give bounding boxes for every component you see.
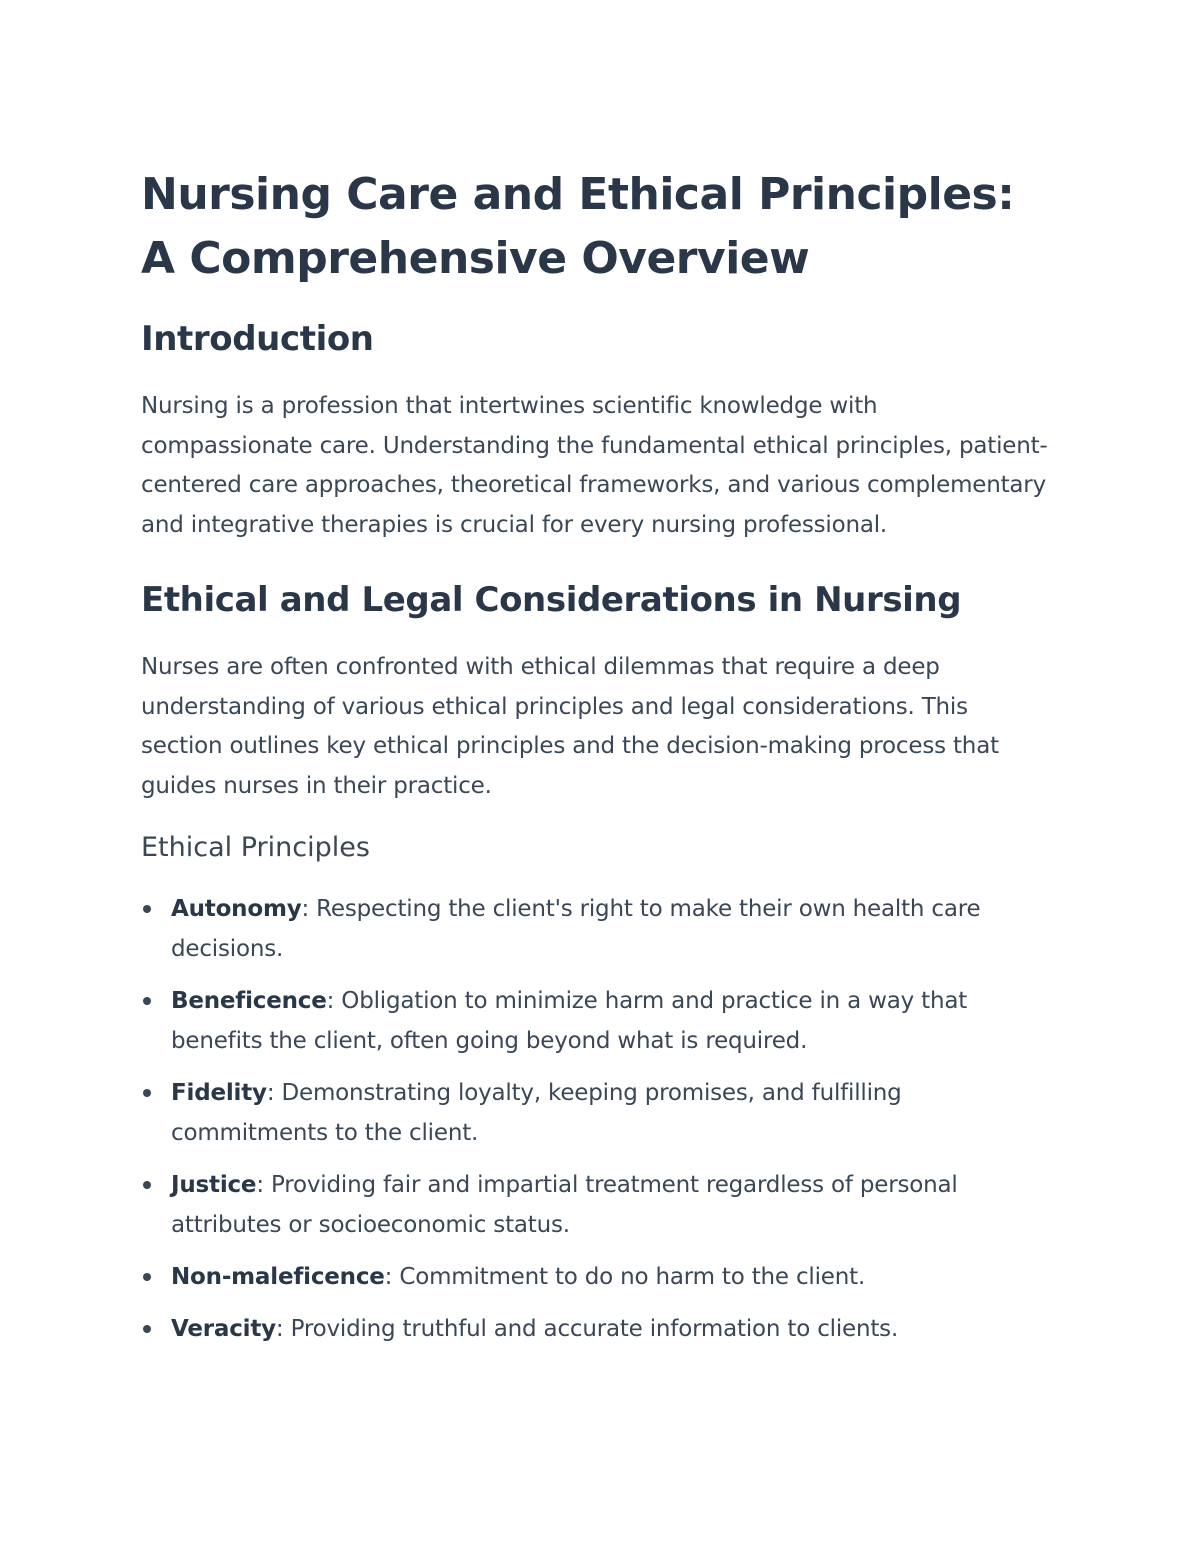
list-item	[141, 1073, 1051, 1153]
principle-description: : Providing fair and impartial treatment regardless of personal attributes or socioeconomic status.	[171, 1172, 958, 1238]
principle-description: : Obligation to minimize harm and practice in a way that benefits the client, often going beyond what is required.	[171, 988, 968, 1054]
principle-term: Justice	[171, 1172, 257, 1198]
list-item	[141, 1165, 1051, 1245]
introduction-paragraph: Nursing is a profession that intertwines scientific knowledge with compassionate care. Understanding the fundamental ethical principles, patient-centered care approaches, theoretical frameworks, and various complementary and integrative therapies is crucial for every nursing professional.	[141, 393, 1048, 538]
bullet-icon	[143, 1325, 151, 1333]
ethical-principles-list	[141, 889, 1051, 1349]
list-item	[141, 1257, 1051, 1297]
introduction-heading: Introduction	[141, 319, 374, 359]
principle-term: Beneficence	[171, 988, 327, 1014]
principle-term: Autonomy	[171, 896, 302, 922]
list-item	[141, 1309, 1051, 1349]
bullet-icon	[143, 1181, 151, 1189]
document-page	[141, 163, 1051, 1361]
bullet-icon	[143, 1273, 151, 1281]
ethical-legal-heading: Ethical and Legal Considerations in Nursing	[141, 580, 962, 620]
principle-description: : Commitment to do no harm to the client.	[384, 1264, 866, 1290]
principle-term: Veracity	[171, 1316, 276, 1342]
principle-description: : Respecting the client's right to make their own health care decisions.	[171, 896, 981, 962]
principle-term: Non-maleficence	[171, 1264, 385, 1290]
list-item	[141, 981, 1051, 1061]
bullet-icon	[143, 997, 151, 1005]
principle-term: Fidelity	[171, 1080, 267, 1106]
bullet-icon	[143, 1089, 151, 1097]
ethical-legal-paragraph: Nurses are often confronted with ethical dilemmas that require a deep understanding of various ethical principles and legal considerations. This section outlines key ethical principles and the decision-making process that guides nurses in their practice.	[141, 654, 999, 799]
principle-description: : Providing truthful and accurate information to clients.	[275, 1316, 899, 1342]
ethical-principles-heading: Ethical Principles	[141, 832, 370, 863]
page-title: Nursing Care and Ethical Principles: A Comprehensive Overview	[141, 169, 1015, 284]
list-item	[141, 889, 1051, 969]
bullet-icon	[143, 905, 151, 913]
principle-description: : Demonstrating loyalty, keeping promises, and fulfilling commitments to the client.	[171, 1080, 902, 1146]
